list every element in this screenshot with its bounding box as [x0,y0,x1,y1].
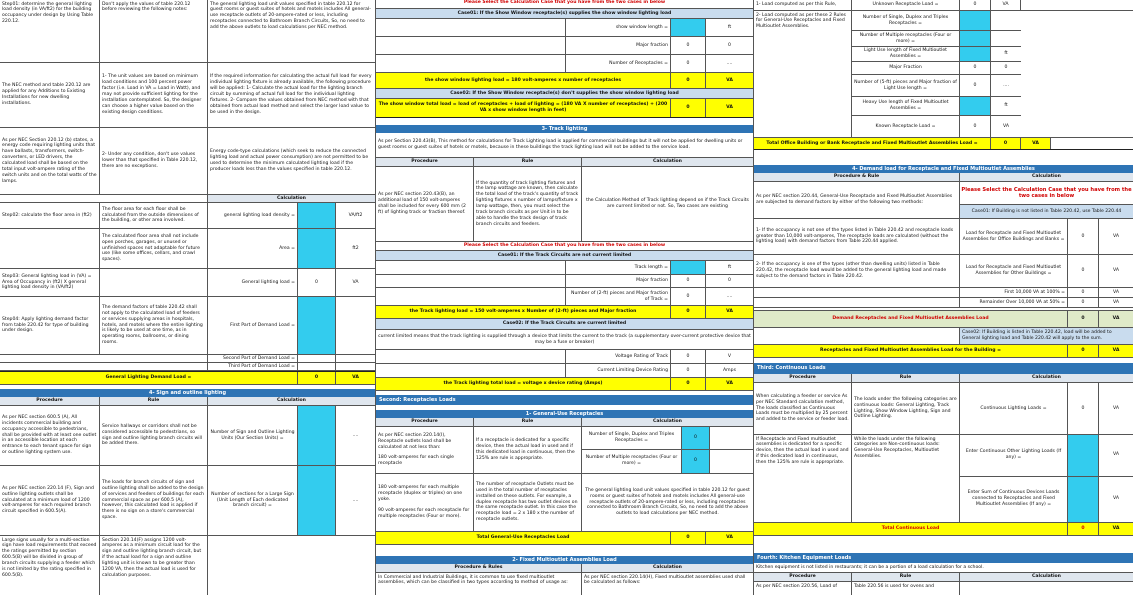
track-th-procedure: Procedure [376,158,474,166]
column-lighting-loads [0,0,375,595]
rule1-value: 0 [960,0,991,10]
demand-th-procedure: Procedure & Rule [754,173,960,181]
gldl-label: General Lighting Demand Load = [0,372,298,384]
column-demand-continuous-kitchen [754,0,1133,595]
rule2-input[interactable] [960,11,991,30]
gll-unit: VA [352,279,359,285]
cont-total-label: Total Continuous Load [754,523,1068,535]
sign-th-calc: Calculation [277,398,306,404]
rule3-input[interactable] [960,31,991,46]
fourth-section-header: Fourth: Kitchen Equipment Loads [754,553,1133,563]
nec-method-rule: 1- The unit values are based on minimum load conditions and 100 percent power factor (i.e. Load in VA = Load in Watt), and may not provide sufficient lighting for the installation contemplated. So, the designer can choose a higher value based on the existing design conditions. [100,63,208,127]
gp-th-rule: Rule [474,418,582,426]
demand-case2-title: Case02: If Building is listed in Table 220.42, load will be added to General lighting load and Table 220.42 will apply to the sum. [960,328,1133,344]
calc-header: Calculation [208,195,375,202]
gp3-rule: The number of receptacle Outlets must be used in the total number of receptacles installed on these outlets. For example, a duplex receptacle has two outlet devices on the same receptacle outlet. In this case the receptacle load = 2 x 180 x the number of receptacle outlets. [474,474,582,531]
demand-total-unit: VA [1112,316,1120,322]
track-case2-title: Case02: If the Track Circuits are current limited [376,319,753,330]
demand2-calc: Load for Receptacle and Fixed Multioutlet Assemblies for Other Buildings = [960,255,1068,287]
sign1-calc: Number of Sign and Outline Lighting Units (Our Section Units) = [208,406,298,465]
remain-value: 0 [1068,298,1099,307]
cont-th-procedure: Procedure [754,374,852,382]
row-sign3 [0,536,375,595]
sign2-text: As per NEC section 220.14 (F), Sign and outline lighting outlets shall be calculated at a minimum load of 1200 volt-amperes for each required branch circuit specified in 600.5(A). [0,466,100,535]
demand1-value: 0 [1068,219,1099,254]
fma-procedure: In Commercial and Industrial Buildings, it is common to use fixed multioutlet assemblies, which can be classified in two types according to method of usage as: [376,573,582,595]
select-case-prompt-1: Please Select the Calculation Case that you have from the two cases in below [376,0,753,9]
nec-method-calc-note: If the required information for calculating the actual full load for every individual lighting fixture is already available, the following procedure will be applied: 1- Calculate the actual load for the lighting branch circuit by summing of actual full load for the individual lighting fixtures. 2- Compare the values obtained from NEC method with that obtained from actual load method and select the larger load value to be used in the design. [210,74,372,115]
sign1-text: As per NEC section 600.5 (A), All incidents commercial building and occupancy accessible to pedestrians, shall be provided with at least one outlet in an accessible location at each entrance to each tenant space for sign or outline lighting system use. [0,406,100,465]
track-num-dots: .... [726,293,733,299]
cont1-unit: VA [1113,405,1119,411]
step01-calc-note: The general lighting load unit values specified in table 220.12 for guest rooms or guest suites of hotels and motels includes All general-use receptacle outlets of 20-ampere-rated or less, including receptacles connected to Bathroom Branch Circuits, So, no need to add the above outlets to load calculations per NEC method. [210,1,371,30]
office-total-unit: VA [1021,138,1051,149]
gp3-calc-note: The general lighting load unit values specified in table 220.12 for guest rooms or guest suites of hotels and motels includes All general-use receptacle outlets of 20-ampere-rated or less, including receptacles connected to Bathroom Branch Circuits, So, no need to add the above outlets to load calculations per NEC method. [585,487,750,517]
kitchen-note: Kitchen equipment is not listed in restaurants; it can be a portion of a load calculation for a school. [756,564,984,570]
row-demand-parts [0,355,375,371]
track-th-calc: Calculation [653,159,682,165]
track-len-unit: ft [727,264,732,270]
track-major-value-2: 0 [728,278,731,284]
gp-section-header: 1- General-Use Receptacles [376,410,753,418]
gp-row-1 [376,427,753,474]
track-case2-rows [376,350,753,378]
row-nec-method [0,63,375,128]
amp-unit: Amps [723,367,736,373]
step03-text: Step03: General lighting load in (VA) = Area of Occupancy in (ft2) X general lighting load density in (VA/ft2) [0,269,100,296]
column-show-window-track-receptacles [376,0,753,595]
amp-value[interactable]: 0 [671,364,706,377]
remain-unit: VA [1113,299,1119,305]
step02-rule2: The calculated floor area shall not include open porches, garages, or unused or unfinished spaces not adaptable for future use (like some offices, cellars, and crawl spaces). [100,229,208,268]
gp1-input[interactable]: 0 [682,427,710,449]
cont2-rule: While the loads under the following categories are Non-continuous loads: General-Use Receptacles, Multioutlet Assemblies. [852,435,960,522]
demand-case1-title: Case01: If Building is not listed in Table 220.42, use Table 220.44 [960,205,1133,218]
first10-label: First 10,000 VA at 100% = [960,288,1068,297]
row-area [0,229,375,269]
select-case-prompt-2: Please Select the Calculation Case that you have from the two cases in below [376,242,753,251]
row-step01 [0,0,375,63]
sign2-calc: Number of sections for a Large Sign (Unit Length of Each dedicated branch circuit) = [208,466,298,535]
gp2-calc: Number of Multiple receptacles (Four or more) = [582,450,682,473]
sign-th-rule: Rule [100,397,208,405]
track-case1-rows [376,261,753,306]
cont-th-rule: Rule [852,374,960,382]
demand1-calc: Load for Receptacle and Fixed Multioutlet Assemblies for Office Buildings and Banks = [960,219,1068,254]
sign3-text: Large signs usually for a multi-section sign have load requirements that exceed the ratings permitted by section 600.5(B) will be divided in group of branch circuits supplying a feeder which is not limited by the rating specified in 600.5(B). [0,536,100,595]
first10-unit: VA [1113,289,1119,295]
track-case1-title: Case01: If the Track Circuits are not current limited [376,251,753,261]
rule7-calc: Heavy Use length of Fixed Multioutlet Assemblies = [852,97,960,115]
sign2-rule: The loads for branch circuits of sign and outline lighting shall be added to the design of services and feeders of buildings for each commercial space as per 600.5 (A), however, this calculated load is applied if there is no sign on a store's commercial space. [100,466,208,535]
demand-section-header: 4- Demand load for Receptacle and Fixed Multioutlet Assemblies [754,165,1133,173]
track-case2-unit: VA [726,381,733,387]
track-case2-total: the Track lighting total load = voltage x device rating (Amps) [376,378,671,390]
demand-select-prompt: Please Select the Calculation Case that you have from the two cases in below [960,182,1133,205]
demand-th-calc: Calculation [1032,174,1061,180]
cont2-input[interactable] [1068,435,1099,476]
cont-th-calc: Calculation [1032,375,1061,381]
demand-total-label: Demand Receptacles and Fixed Multioutlet Assemblies Load [754,311,1068,327]
gp3-procedure: 180 volt-amperes for each multiple receptacle (duplex or triplex) on one yoke. [378,484,463,502]
major-frac-value-2: 0 [728,42,731,48]
rule6-value: 0 [960,75,991,96]
density-input[interactable] [298,203,336,228]
row-sign1 [0,406,375,466]
third-section-header: Third: Continuous Loads [754,363,1133,374]
show-total-unit: VA [726,77,733,83]
rule5-value: 0 [960,62,991,74]
rule4-calc: Light Use length of Fixed Multioutlet Assemblies = [852,47,960,61]
cont2-calc: Enter Continuous Other Lighting Loads (If any) = [960,435,1068,476]
fma-th-procedure: Procedure & Rules [376,564,582,572]
gp-total-unit: VA [726,535,733,541]
volt-unit: V [727,353,732,359]
second-section-header: Second: Receptacles Loads [376,395,753,405]
fpdl-label: First Part of Demand Load = [208,297,298,354]
show-len-label: show window length = [566,19,671,36]
cont1-rule: The loads under the following categories are continuous loads: General Lighting, Track Lighting, Show Window Lighting, Sign and Outline Lighting. [852,383,960,434]
track-calc-note: the Calculation Method of Track lighting depend on if the Track Circuits are current limited or not. So, Two cases are existing [586,198,749,209]
demand2-value: 0 [1068,255,1099,287]
show-total-label: the show window lighting load = 180 volt-amperes x number of receptacles [376,73,671,88]
cont3-unit: VA [1113,496,1119,502]
rule5-calc: Major Fraction [852,62,960,74]
recept-total-label: Receptacles and Fixed Multioutlet Assemblies Load for the Building = [754,345,1068,357]
sign-th-procedure: Procedure [0,397,100,405]
first10-value: 0 [1068,288,1099,297]
rule4-unit: ft [1004,51,1008,57]
sign1-dots: .... [352,432,359,438]
track-rule: If the quantity of track lighting fixtures and the lamp wattage are known, then calculate the total load of the track's quantity of track lighting fixtures x number of lamps/fixture x lamp wattage, then, you must select the track branch circuits as per Unit in to be able to handle the track design of track branch circuits and feeders. [474,167,582,241]
track-total-value: 0 [671,306,706,318]
sign2-input[interactable] [298,466,336,535]
track-case2-value: 0 [671,378,706,390]
gp1-procedure: As per NEC section 220.14(I), Receptacle outlets load shall be calculated at not less than: [378,433,452,451]
remain-label: Remainder Over 10,000 VA at 50% = [960,298,1068,307]
step01-text: Step01: determine the general lighting load density (in VA/ft2) for the building occupancy under design by Using Table 220.12. [0,0,100,62]
rule4-input[interactable] [960,47,991,61]
show-case2-unit: VA [726,105,733,111]
gp2-procedure: 180 volt-amperes for each single receptacle [378,454,454,466]
step04-rule: The demand factors of table 220.42 shall not apply to the calculated load of feeders or services supplying areas in hospitals, hotels, and motels where the entire lighting is likely to be used at one time, as in operating rooms, ballrooms, or dining rooms. [100,297,208,354]
area-label: Area = [208,229,298,268]
receptacle-load-rows [754,0,1133,137]
tpdl-label: Third Part of Demand Load = [208,363,298,370]
row-step04 [0,297,375,355]
track-case2-note: current limited means that the track lighting is supplied through a device that limits the current to the track (a supplementary over-current protective device that may be a fuse or breaker) [378,333,751,345]
rule3-calc: Number of Multiple receptacles (Four or more) = [852,31,960,46]
cont3-calc: Enter Sum of Continuous Devices Loads connected to Receptacles and Fixed Multioutlet Assemblies (If any) = [960,477,1068,522]
track-total-unit: VA [726,309,733,315]
gldl-value: 0 [298,372,336,384]
gldl-unit: VA [352,375,359,381]
energy-code-text: As per NEC Section 220.12 (b) states, a energy code requiring lighting units that have ballasts, transformers, switch-converters, or LED drivers, the calculated load shall be based on the total input volt-ampere rating of the switch units and on the total watts of the lamps. [0,128,100,194]
area-input[interactable] [298,229,336,268]
gp-th-procedure: Procedure [376,418,474,426]
gp-total-label: Total General-Use Receptacles Load [376,532,671,544]
kit-th-rule: Rule [852,573,960,581]
rule7-input[interactable] [960,97,991,115]
show-case2-title: Case02: If the Show Window receptacle(s) don't supplies the show window lighting load [376,89,753,99]
step01-rule: Don't apply the values of table 220.12 before reviewing the following notes: [100,0,208,62]
track-len-input[interactable] [671,261,706,274]
kit-th-procedure: Procedure [754,573,852,581]
kit-th-calc: Calculation [1032,574,1061,580]
demand1-unit: VA [1113,233,1119,239]
kit1-rule: Table 220.56 is used for ovens and [852,582,960,595]
track-intro: As per Section 220.43(B), This method for calculations for Track Lighting load is applied for commercial buildings but it will not be applied for dwelling units or guest rooms or guest suites of hotels or motels, because in these buildings the track lighting load will not be added to the service load. [378,139,743,150]
rule8-unit: VA [1003,123,1009,129]
calc-header-row [0,195,375,203]
area-unit: ft2 [352,245,359,251]
track-num-label: Number of (2-ft) pieces and Major fraction of Track = [566,288,671,305]
cont1-calc: Continuous Lighting Loads = [960,383,1068,434]
num-recept-value: 0 [671,55,706,72]
sign2-dots: .... [352,497,359,503]
cont2-procedure: If Receptacle and Fixed multioutlet assemblies is dedicated for a specific device, then the actual load in used and if this dedicated load in continuous, then the 125% are rule is appropriate. [754,435,852,522]
major-frac-label: Major fraction [566,37,671,54]
sign1-rule: Service hallways or corridors shall not be considered accessible to pedestrians, so sign and outline lighting branch circuits will be added there. [100,406,208,465]
row-energy-code [0,128,375,195]
track-num-value: 0 [671,288,706,305]
volt-label: Voltage Rating of Track [566,350,671,363]
sign-section-header: 4- Sign and outline lighting [0,389,375,397]
gp-row-2 [376,474,753,532]
track-procedure: As per NEC section 220.43(B), an additional load of 150 volt-amperes shall be included for every 600 mm (2 ft) of lighting track or fraction thereof. [376,167,474,241]
amp-label: Current Limiting Device Rating [566,364,671,377]
step02-rule: The floor area for each floor shall be calculated from the outside dimensions of the building, or other area involved. [100,203,208,228]
step02-text: Step02: calculate the floor area in (ft2) [0,203,100,228]
rule6-dots: .... [1003,82,1009,88]
cont1-procedure: When calculating a feeder or service As per NEC Standard calculation method, The loads classified as Continuous Loads must be multiplied by 25 percent and added to the service or feeder load. [754,383,852,434]
rule2-calc: Number of Single, Duplex and Triplex Receptacles = [852,11,960,30]
rule8-calc: Known Receptacle Load = [852,116,960,137]
rule2-label: 2- Load computed as per these 2 Rules for General-Use Receptacles and Fixed Multioutlet Assemblies. [754,11,852,137]
show-case2-value: 0 [671,99,706,117]
demand2-unit: VA [1113,268,1119,274]
show-len-unit: ft [727,24,732,30]
gp4-procedure: 90 volt-amperes for each receptacle for multiple receptacles (Four or more). [378,508,470,520]
recept-total-unit: VA [1112,348,1120,354]
rule5-value-2: 0 [1004,65,1008,71]
fma-calc-note: As per NEC section 220.14(H), Fixed multioutlet assemblies used shall be calculated as follows: [584,574,746,586]
gp2-input[interactable]: 0 [682,450,710,473]
gll-value: 0 [298,269,336,296]
cont2-unit: VA [1113,452,1119,458]
track-major-value: 0 [671,275,706,287]
sign3-rule: Section 220.14(F) assigns 1200 volt-amperes as a minimum circuit load for the sign and outline lighting branch circuit, but if the actual load for a sign and outline lighting unit is known to be greater than 1200 VA, then the actual load is used for calculation purposes. [100,536,208,595]
num-recept-label: Number of Receptacles = [566,55,671,72]
cont-total-unit: VA [1112,526,1120,532]
spdl-label: Second Part of Demand Load = [208,355,298,362]
density-label: general lighting load density = [208,203,298,228]
row-step02 [0,203,375,229]
rule1-label: 1- Load computed as per this Rule, [754,0,852,10]
energy-code-calc-note: Energy code-type calculations (which seek to reduce the connected lighting load and actual power consumption) are not permitted to be used to determine the minimum calculated lighting load if the producer loads less than the values specified in table 220.12. [210,149,369,172]
demand1-procedure: 1- If the occupancy is not one of the types listed in Table 220.42 and receptacle loads greater than 10,000 volt-amperes, The receptacle loads are calculated (without the lighting load) with demand factors from Table 220.44 applied. [754,219,960,254]
rule1-unit: VA [991,0,1021,10]
demand-procedure: As per NEC section 220.44, General-Use Receptacle and Fixed Multioutlet Assemblies are subjected to demand factors by either of the following two methods: [754,182,960,218]
track-len-label: Track length = [566,261,671,274]
show-total-value: 0 [671,73,706,88]
track-total-label: the Track lighting load = 150 volt-amperes x Number of (2-ft) pieces and Major fraction [376,306,671,318]
fma-th-calc: Calculation [653,565,682,571]
rule1-calc: Unknown Receptacle Load = [852,0,960,10]
num-recept-dots: .... [726,60,733,66]
gp-th-calc: Calculation [653,419,682,425]
energy-code-rule: 2- Under any condition, don't use values lower than that specified in Table 220.12, there are no exceptions. [100,128,208,194]
demand-total-value: 0 [1068,311,1099,327]
track-th-rule: Rule [474,158,582,166]
show-case1-rows [376,19,753,73]
rule8-value: 0 [960,116,991,137]
show-case1-title: Case01: If the Show Window receptacle(s) supplies the show window lighting load [376,9,753,19]
gp1-calc: Number of Single, Duplex and Triplex Receptacles = [582,427,682,449]
cont3-input[interactable] [1068,477,1099,522]
row-sign2 [0,466,375,536]
rule7-unit: ft [1004,103,1008,109]
show-len-input[interactable] [671,19,706,36]
step04-text: Step04: Apply lighting demand factor from table 220.42 for type of building under design. [0,297,100,354]
nec-method-text: The NEC method and table 220.12 are applied for any Additions to Existing Installations for new dwelling installations. [0,63,100,127]
density-unit: VA/ft2 [348,212,363,218]
gp-total-value: 0 [671,532,706,544]
sign1-input[interactable] [298,406,336,465]
gll-label: General lighting load = [208,269,298,296]
recept-total-value: 0 [1068,345,1099,357]
track-section-header: 3- Track lighting [376,125,753,133]
gp1-rule: If a receptacle is dedicated for a specific device, then the actual load in used and if this dedicated load in continuous, then the 125% are rule is appropriate. [474,427,582,473]
office-total-value: 0 [991,138,1021,149]
fpdl-input[interactable] [298,297,336,354]
fma-section-header: 2- Fixed Multioutlet Assemblies Load [376,556,753,564]
demand2-procedure: 2- If the occupancy is one of the types (other than dwelling units) listed in Table 220.42, the receptacle load would be added to the general lighting load and made subject to the demand factors in Table 220.42. [754,255,960,287]
kit1-procedure: As per NEC section 220.56, Load of [754,582,852,595]
cont-total-value: 0 [1068,523,1099,535]
row-step03 [0,269,375,297]
rule6-calc: Number of (5-ft) pieces and Major fraction of Light Use length = [852,75,960,96]
row-gldl-total [0,371,375,385]
volt-value[interactable]: 0 [671,350,706,363]
cont1-value: 0 [1068,383,1099,434]
office-total-label: Total Office Building or Bank Receptacle and Fixed Multioutlet Assemblies Load = [754,138,991,149]
track-major-label: Major fraction [566,275,671,287]
major-frac-value: 0 [671,37,706,54]
show-case2-total: The show window total load = load of receptacles + load of lighting = (180 VA X number of receptacles) + (200 VA x show window length in feet) [376,99,671,117]
sign-table-header [0,397,375,406]
